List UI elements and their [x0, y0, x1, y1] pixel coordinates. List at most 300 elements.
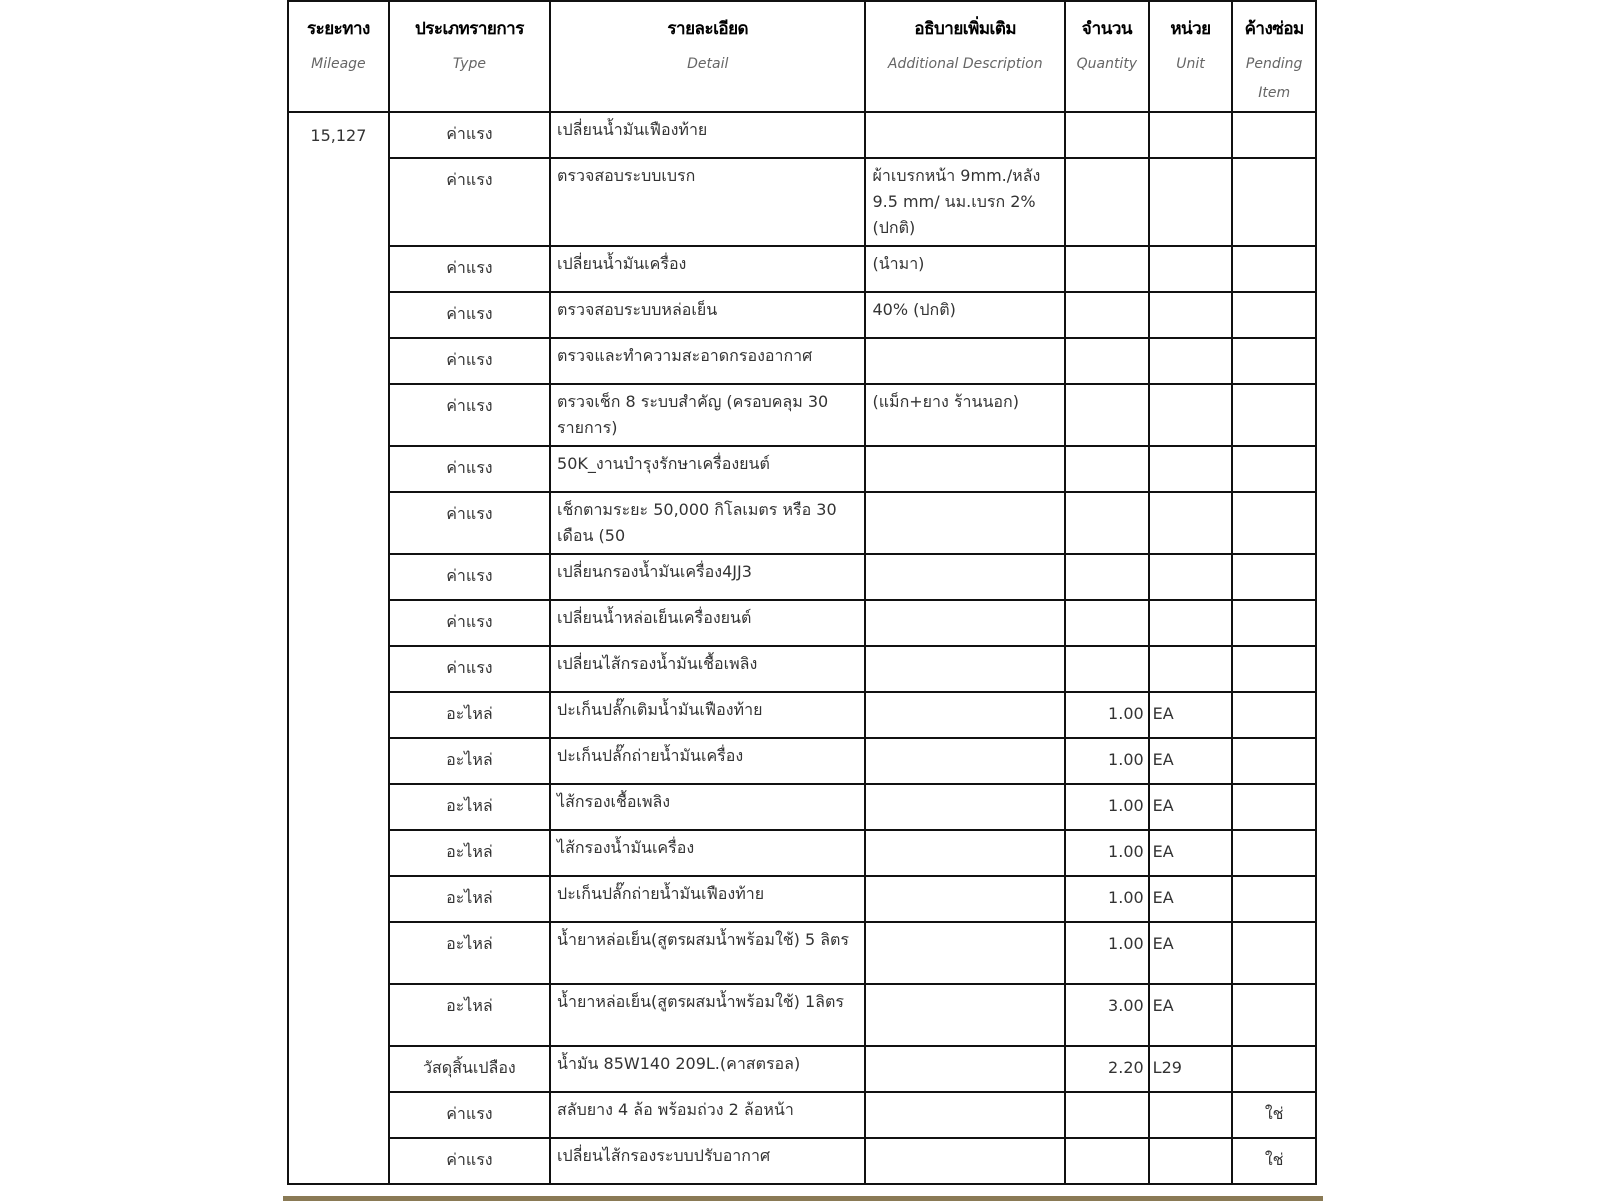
- quantity-text: 1.00: [1108, 704, 1144, 723]
- table-row: [288, 600, 1316, 646]
- pending-cell: [1232, 1046, 1316, 1092]
- quantity-cell: [1065, 446, 1149, 492]
- additional-description-text: [866, 601, 1064, 605]
- additional-description-text: 40% (ปกติ): [872, 300, 956, 319]
- table-row: [288, 784, 1316, 830]
- pending-text: [1233, 293, 1315, 301]
- unit-cell: [1149, 158, 1233, 246]
- quantity-cell: [1065, 292, 1149, 338]
- additional-description-cell: [865, 984, 1065, 1046]
- unit-text: EA: [1152, 934, 1174, 953]
- detail-text: ตรวจและทำความสะอาดกรองอากาศ: [557, 346, 813, 365]
- table-row: [288, 984, 1316, 1046]
- detail-cell: [550, 446, 865, 492]
- detail-text: ปะเก็นปลั๊กถ่ายน้ำมันเครื่อง: [557, 746, 744, 765]
- header-detail-english: Detail: [687, 56, 729, 72]
- header-additional-thai: อธิบายเพิ่มเติม: [914, 19, 1017, 39]
- quantity-cell: [1065, 338, 1149, 384]
- quantity-text: 3.00: [1108, 996, 1144, 1015]
- detail-cell: [550, 876, 865, 922]
- unit-text: EA: [1152, 796, 1174, 815]
- table-row: [288, 554, 1316, 600]
- type-text: อะไหล่: [446, 704, 493, 723]
- quantity-cell: [1065, 646, 1149, 692]
- additional-description-text: [866, 877, 1064, 881]
- type-text: ค่าแรง: [446, 258, 493, 277]
- unit-text: [1150, 247, 1232, 255]
- unit-cell: [1149, 1092, 1233, 1138]
- pending-cell: [1232, 492, 1316, 554]
- type-cell: [389, 984, 550, 1046]
- quantity-cell: [1065, 554, 1149, 600]
- detail-cell: [550, 292, 865, 338]
- additional-description-cell: [865, 1138, 1065, 1184]
- unit-text: EA: [1152, 750, 1174, 769]
- quantity-text: [1066, 247, 1148, 255]
- type-cell: [389, 600, 550, 646]
- type-cell: [389, 738, 550, 784]
- pending-text: [1233, 739, 1315, 747]
- detail-text: 50K_งานบำรุงรักษาเครื่องยนต์: [557, 454, 770, 473]
- type-text: อะไหล่: [446, 750, 493, 769]
- pending-cell: [1232, 384, 1316, 446]
- header-quantity-thai: จำนวน: [1081, 19, 1132, 39]
- additional-description-text: [866, 1139, 1064, 1143]
- type-cell: [389, 554, 550, 600]
- unit-text: [1150, 1139, 1232, 1147]
- additional-description-text: ผ้าเบรกหน้า 9mm./หลัง 9.5 mm/ นม.เบรก 2% (ปกติ): [872, 166, 1041, 237]
- detail-text: เปลี่ยนน้ำมันเฟืองท้าย: [557, 120, 708, 139]
- pending-cell: [1232, 738, 1316, 784]
- header-additional-description: [865, 1, 1065, 112]
- detail-cell: [550, 158, 865, 246]
- additional-description-text: [866, 693, 1064, 697]
- header-quantity: [1065, 1, 1149, 112]
- quantity-text: [1066, 555, 1148, 563]
- header-pending-english: Pending Item: [1245, 56, 1303, 101]
- type-text: วัสดุสิ้นเปลือง: [423, 1058, 516, 1077]
- header-additional-english: Additional Description: [887, 56, 1043, 72]
- additional-description-cell: [865, 554, 1065, 600]
- pending-cell: [1232, 554, 1316, 600]
- unit-text: EA: [1152, 704, 1174, 723]
- type-text: ค่าแรง: [446, 1150, 493, 1169]
- service-history-sheet: [287, 0, 1317, 1185]
- header-mileage-thai: ระยะทาง: [306, 19, 370, 39]
- additional-description-text: [866, 493, 1064, 497]
- quantity-text: 2.20: [1108, 1058, 1144, 1077]
- additional-description-cell: [865, 446, 1065, 492]
- additional-description-cell: [865, 876, 1065, 922]
- type-text: อะไหล่: [446, 888, 493, 907]
- unit-text: EA: [1152, 888, 1174, 907]
- quantity-text: 1.00: [1108, 842, 1144, 861]
- quantity-cell: [1065, 692, 1149, 738]
- unit-text: [1150, 601, 1232, 609]
- quantity-cell: [1065, 738, 1149, 784]
- unit-cell: [1149, 830, 1233, 876]
- pending-cell: [1232, 922, 1316, 984]
- additional-description-cell: [865, 112, 1065, 158]
- pending-text: [1233, 693, 1315, 701]
- quantity-text: [1066, 601, 1148, 609]
- pending-cell: [1232, 600, 1316, 646]
- unit-cell: [1149, 246, 1233, 292]
- type-text: ค่าแรง: [446, 458, 493, 477]
- pending-text: [1233, 339, 1315, 347]
- type-text: ค่าแรง: [446, 396, 493, 415]
- table-row: [288, 692, 1316, 738]
- quantity-text: [1066, 1139, 1148, 1147]
- unit-text: [1150, 293, 1232, 301]
- additional-description-text: [866, 113, 1064, 117]
- unit-cell: [1149, 876, 1233, 922]
- table-row: [288, 1046, 1316, 1092]
- table-row: [288, 1138, 1316, 1184]
- detail-cell: [550, 600, 865, 646]
- table-row: [288, 738, 1316, 784]
- type-cell: [389, 1046, 550, 1092]
- table-row: [288, 876, 1316, 922]
- header-pending: [1232, 1, 1316, 112]
- detail-cell: [550, 246, 865, 292]
- table-row: [288, 112, 1316, 158]
- unit-cell: [1149, 292, 1233, 338]
- pending-text: [1233, 785, 1315, 793]
- pending-text: ใช่: [1264, 1150, 1284, 1169]
- pending-cell: [1232, 446, 1316, 492]
- detail-text: ตรวจสอบระบบเบรก: [557, 166, 696, 185]
- additional-description-text: (นำมา): [872, 254, 925, 273]
- type-text: ค่าแรง: [446, 658, 493, 677]
- pending-cell: [1232, 338, 1316, 384]
- quantity-cell: [1065, 1046, 1149, 1092]
- service-items-table: [287, 0, 1317, 1185]
- detail-cell: [550, 1046, 865, 1092]
- quantity-text: [1066, 647, 1148, 655]
- unit-cell: [1149, 1046, 1233, 1092]
- type-cell: [389, 492, 550, 554]
- quantity-cell: [1065, 112, 1149, 158]
- unit-cell: [1149, 600, 1233, 646]
- detail-text: เปลี่ยนน้ำหล่อเย็นเครื่องยนต์: [557, 608, 752, 627]
- additional-description-text: [866, 785, 1064, 789]
- detail-cell: [550, 554, 865, 600]
- type-cell: [389, 876, 550, 922]
- additional-description-cell: [865, 784, 1065, 830]
- pending-cell: [1232, 984, 1316, 1046]
- detail-cell: [550, 692, 865, 738]
- pending-cell: [1232, 876, 1316, 922]
- header-type-thai: ประเภทรายการ: [414, 19, 524, 39]
- detail-cell: [550, 1138, 865, 1184]
- quantity-text: 1.00: [1108, 888, 1144, 907]
- header-mileage-english: Mileage: [311, 56, 366, 72]
- quantity-cell: [1065, 246, 1149, 292]
- detail-cell: [550, 830, 865, 876]
- detail-text: น้ำมัน 85W140 209L.(คาสตรอล): [557, 1054, 801, 1073]
- pending-text: [1233, 159, 1315, 167]
- pending-cell: [1232, 692, 1316, 738]
- pending-text: [1233, 601, 1315, 609]
- pending-text: [1233, 985, 1315, 993]
- table-row: [288, 338, 1316, 384]
- detail-text: เปลี่ยนไส้กรองน้ำมันเชื้อเพลิง: [557, 654, 758, 673]
- additional-description-cell: [865, 246, 1065, 292]
- quantity-cell: [1065, 1138, 1149, 1184]
- additional-description-cell: [865, 922, 1065, 984]
- type-cell: [389, 292, 550, 338]
- quantity-cell: [1065, 876, 1149, 922]
- pending-cell: [1232, 158, 1316, 246]
- detail-cell: [550, 1092, 865, 1138]
- additional-description-cell: [865, 158, 1065, 246]
- type-cell: [389, 1092, 550, 1138]
- detail-text: เช็กตามระยะ 50,000 กิโลเมตร หรือ 30 เดือน (50: [557, 500, 837, 545]
- unit-cell: [1149, 784, 1233, 830]
- unit-cell: [1149, 922, 1233, 984]
- unit-cell: [1149, 338, 1233, 384]
- detail-cell: [550, 984, 865, 1046]
- unit-text: [1150, 1093, 1232, 1101]
- header-detail: [550, 1, 865, 112]
- additional-description-text: [866, 1093, 1064, 1097]
- quantity-text: [1066, 493, 1148, 501]
- header-unit: [1149, 1, 1233, 112]
- type-cell: [389, 384, 550, 446]
- unit-text: EA: [1152, 996, 1174, 1015]
- quantity-text: [1066, 339, 1148, 347]
- quantity-cell: [1065, 984, 1149, 1046]
- detail-cell: [550, 384, 865, 446]
- unit-text: [1150, 339, 1232, 347]
- unit-cell: [1149, 446, 1233, 492]
- pending-text: [1233, 247, 1315, 255]
- additional-description-cell: [865, 1092, 1065, 1138]
- additional-description-cell: [865, 292, 1065, 338]
- type-cell: [389, 784, 550, 830]
- quantity-text: [1066, 385, 1148, 393]
- additional-description-text: [866, 1047, 1064, 1051]
- pending-cell: [1232, 1138, 1316, 1184]
- pending-cell: [1232, 112, 1316, 158]
- type-cell: [389, 1138, 550, 1184]
- type-text: ค่าแรง: [446, 566, 493, 585]
- additional-description-cell: [865, 646, 1065, 692]
- type-cell: [389, 646, 550, 692]
- additional-description-text: [866, 647, 1064, 651]
- header-type-english: Type: [452, 56, 486, 72]
- type-text: อะไหล่: [446, 934, 493, 953]
- unit-text: L29: [1152, 1058, 1182, 1077]
- quantity-text: 1.00: [1108, 796, 1144, 815]
- quantity-cell: [1065, 922, 1149, 984]
- type-cell: [389, 830, 550, 876]
- table-row: [288, 292, 1316, 338]
- mileage-cell: [288, 112, 389, 1184]
- unit-cell: [1149, 554, 1233, 600]
- pending-text: [1233, 923, 1315, 931]
- type-text: อะไหล่: [446, 796, 493, 815]
- quantity-cell: [1065, 784, 1149, 830]
- quantity-text: 1.00: [1108, 934, 1144, 953]
- type-text: ค่าแรง: [446, 1104, 493, 1123]
- mileage-value: 15,127: [310, 126, 367, 145]
- detail-text: ปะเก็นปลั๊กถ่ายน้ำมันเฟืองท้าย: [557, 884, 765, 903]
- table-row: [288, 830, 1316, 876]
- unit-cell: [1149, 646, 1233, 692]
- quantity-text: [1066, 1093, 1148, 1101]
- pending-text: ใช่: [1264, 1104, 1284, 1123]
- table-row: [288, 922, 1316, 984]
- additional-description-cell: [865, 384, 1065, 446]
- detail-cell: [550, 738, 865, 784]
- quantity-cell: [1065, 830, 1149, 876]
- unit-cell: [1149, 738, 1233, 784]
- additional-description-text: [866, 831, 1064, 835]
- additional-description-text: [866, 339, 1064, 343]
- additional-description-text: (แม็ก+ยาง ร้านนอก): [872, 392, 1019, 411]
- header-mileage: [288, 1, 389, 112]
- unit-cell: [1149, 984, 1233, 1046]
- header-type: [389, 1, 550, 112]
- unit-text: [1150, 447, 1232, 455]
- pending-text: [1233, 555, 1315, 563]
- pending-cell: [1232, 1092, 1316, 1138]
- type-text: ค่าแรง: [446, 170, 493, 189]
- unit-cell: [1149, 1138, 1233, 1184]
- type-text: ค่าแรง: [446, 504, 493, 523]
- additional-description-cell: [865, 492, 1065, 554]
- additional-description-cell: [865, 692, 1065, 738]
- type-text: ค่าแรง: [446, 612, 493, 631]
- pending-cell: [1232, 292, 1316, 338]
- unit-text: EA: [1152, 842, 1174, 861]
- type-text: อะไหล่: [446, 996, 493, 1015]
- pending-text: [1233, 877, 1315, 885]
- unit-text: [1150, 493, 1232, 501]
- type-text: ค่าแรง: [446, 304, 493, 323]
- additional-description-cell: [865, 738, 1065, 784]
- pending-text: [1233, 447, 1315, 455]
- quantity-cell: [1065, 492, 1149, 554]
- additional-description-text: [866, 447, 1064, 451]
- pending-cell: [1232, 830, 1316, 876]
- pending-text: [1233, 493, 1315, 501]
- table-row: [288, 1092, 1316, 1138]
- additional-description-text: [866, 555, 1064, 559]
- pending-cell: [1232, 784, 1316, 830]
- additional-description-cell: [865, 338, 1065, 384]
- pending-text: [1233, 1047, 1315, 1055]
- type-text: ค่าแรง: [446, 124, 493, 143]
- quantity-text: [1066, 113, 1148, 121]
- header-detail-thai: รายละเอียด: [667, 19, 749, 39]
- header-unit-english: Unit: [1176, 56, 1205, 72]
- detail-text: สลับยาง 4 ล้อ พร้อมถ่วง 2 ล้อหน้า: [557, 1100, 794, 1119]
- additional-description-text: [866, 923, 1064, 927]
- detail-text: เปลี่ยนไส้กรองระบบปรับอากาศ: [557, 1146, 771, 1165]
- header-pending-thai: ค้างซ่อม: [1244, 19, 1304, 39]
- type-cell: [389, 246, 550, 292]
- unit-text: [1150, 647, 1232, 655]
- detail-cell: [550, 784, 865, 830]
- table-row: [288, 446, 1316, 492]
- type-cell: [389, 922, 550, 984]
- header-unit-thai: หน่วย: [1170, 19, 1211, 39]
- detail-cell: [550, 646, 865, 692]
- quantity-text: [1066, 447, 1148, 455]
- additional-description-cell: [865, 1046, 1065, 1092]
- detail-text: ตรวจสอบระบบหล่อเย็น: [557, 300, 718, 319]
- additional-description-text: [866, 985, 1064, 989]
- type-text: ค่าแรง: [446, 350, 493, 369]
- unit-text: [1150, 385, 1232, 393]
- pending-cell: [1232, 246, 1316, 292]
- detail-text: ไส้กรองน้ำมันเครื่อง: [557, 838, 695, 857]
- unit-text: [1150, 555, 1232, 563]
- unit-text: [1150, 113, 1232, 121]
- quantity-cell: [1065, 384, 1149, 446]
- additional-description-cell: [865, 830, 1065, 876]
- table-row: [288, 246, 1316, 292]
- detail-text: เปลี่ยนน้ำมันเครื่อง: [557, 254, 687, 273]
- pending-text: [1233, 385, 1315, 393]
- type-cell: [389, 692, 550, 738]
- type-text: อะไหล่: [446, 842, 493, 861]
- table-row: [288, 492, 1316, 554]
- detail-text: ไส้กรองเชื้อเพลิง: [557, 792, 671, 811]
- detail-text: ปะเก็นปลั๊กเติมน้ำมันเฟืองท้าย: [557, 700, 763, 719]
- detail-text: น้ำยาหล่อเย็น(สูตรผสมน้ำพร้อมใช้) 1ลิตร: [557, 992, 844, 1011]
- quantity-cell: [1065, 158, 1149, 246]
- type-cell: [389, 158, 550, 246]
- type-cell: [389, 338, 550, 384]
- quantity-text: [1066, 159, 1148, 167]
- detail-cell: [550, 922, 865, 984]
- header-row: [288, 1, 1316, 112]
- header-quantity-english: Quantity: [1076, 56, 1138, 72]
- unit-cell: [1149, 384, 1233, 446]
- page-bottom-edge: [283, 1196, 1323, 1201]
- unit-text: [1150, 159, 1232, 167]
- table-row: [288, 158, 1316, 246]
- detail-text: น้ำยาหล่อเย็น(สูตรผสมน้ำพร้อมใช้) 5 ลิตร: [557, 930, 850, 949]
- detail-cell: [550, 492, 865, 554]
- detail-text: ตรวจเช็ก 8 ระบบสำคัญ (ครอบคลุม 30 รายการ): [557, 392, 829, 437]
- quantity-cell: [1065, 1092, 1149, 1138]
- table-row: [288, 384, 1316, 446]
- quantity-cell: [1065, 600, 1149, 646]
- additional-description-text: [866, 739, 1064, 743]
- quantity-text: 1.00: [1108, 750, 1144, 769]
- unit-cell: [1149, 692, 1233, 738]
- type-cell: [389, 112, 550, 158]
- pending-cell: [1232, 646, 1316, 692]
- detail-text: เปลี่ยนกรองน้ำมันเครื่อง4JJ3: [557, 562, 752, 581]
- detail-cell: [550, 112, 865, 158]
- quantity-text: [1066, 293, 1148, 301]
- pending-text: [1233, 113, 1315, 121]
- type-cell: [389, 446, 550, 492]
- table-row: [288, 646, 1316, 692]
- detail-cell: [550, 338, 865, 384]
- unit-cell: [1149, 492, 1233, 554]
- pending-text: [1233, 647, 1315, 655]
- additional-description-cell: [865, 600, 1065, 646]
- unit-cell: [1149, 112, 1233, 158]
- pending-text: [1233, 831, 1315, 839]
